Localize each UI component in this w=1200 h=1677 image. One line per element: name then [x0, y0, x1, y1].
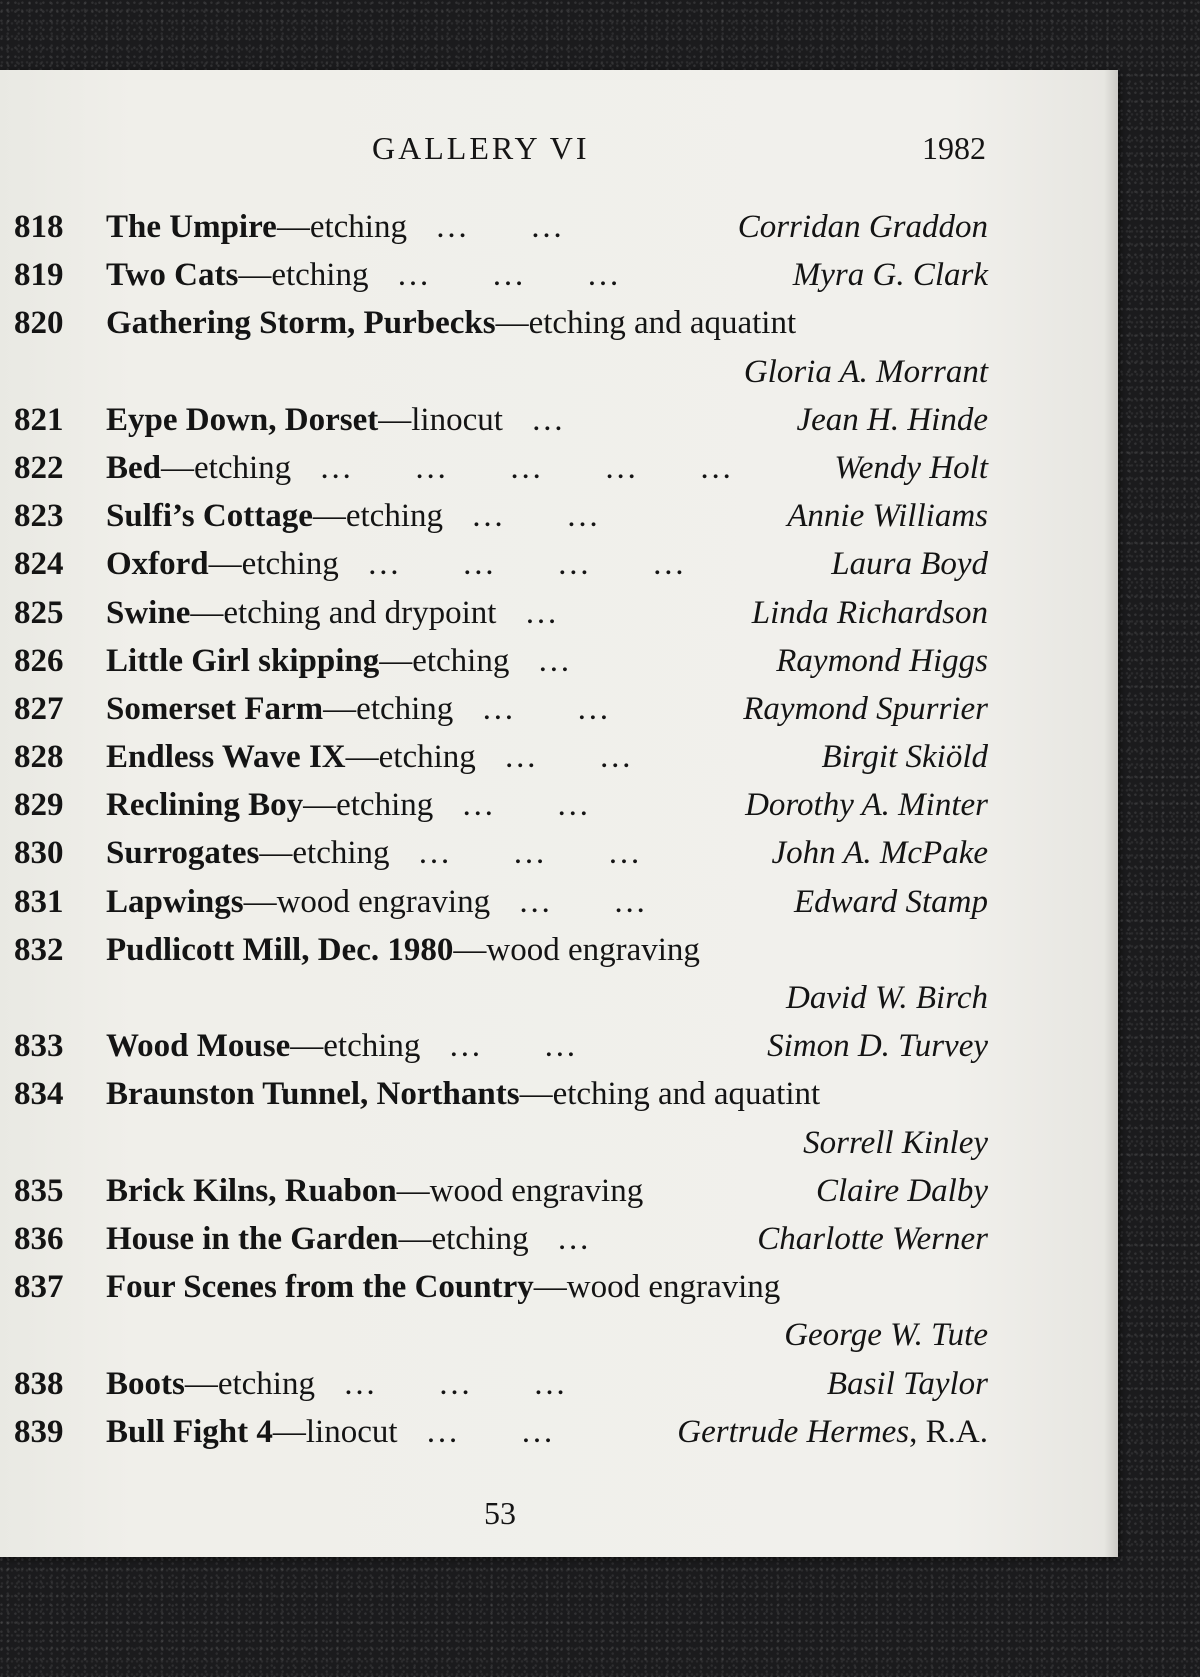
entry-line — [0, 637, 1000, 685]
entry-title: Surrogates — [106, 835, 260, 872]
entry-line — [0, 1167, 1000, 1215]
entry-title: Little Girl skipping — [106, 642, 380, 679]
entry-title-group — [106, 829, 641, 877]
artist-name: Sorrell Kinley — [803, 1124, 988, 1161]
entry-medium: —etching — [379, 642, 510, 679]
artist-name: John A. McPake — [771, 835, 988, 872]
entry-line — [0, 829, 1000, 877]
entry-medium: —etching — [161, 449, 292, 486]
artist-name: Dorothy A. Minter — [745, 787, 988, 824]
artist-name: Corridan Graddon — [737, 209, 988, 245]
entry-medium: —etching — [312, 498, 443, 535]
catalogue-entry — [0, 1070, 1000, 1166]
leader-dots: … — [491, 257, 525, 294]
entry-medium: —wood engraving — [243, 883, 491, 920]
entry-number: 836 — [14, 1220, 64, 1257]
leader-dots: … — [396, 257, 430, 294]
leader-dots: … — [532, 1365, 566, 1402]
entry-title-group — [106, 396, 564, 444]
artist-name: Linda Richardson — [751, 594, 988, 631]
entry-title-group — [106, 1167, 643, 1215]
catalogue-entry — [0, 540, 1000, 588]
entry-line — [0, 1070, 1000, 1118]
artist-group — [803, 1119, 988, 1167]
leader-dots: … — [598, 739, 632, 776]
entry-medium: —etching — [276, 209, 407, 245]
entry-title-group — [106, 637, 570, 685]
catalogue-entry — [0, 733, 1000, 781]
entry-medium: —etching — [208, 546, 339, 583]
entry-line — [0, 396, 1000, 444]
artist-group — [776, 637, 988, 685]
artist-name: Gloria A. Morrant — [743, 353, 988, 390]
artist-group — [816, 1167, 988, 1215]
entry-title: Endless Wave IX — [106, 739, 346, 776]
leader-dots: … — [529, 209, 563, 245]
entry-title-group — [106, 733, 632, 781]
artist-group — [743, 685, 988, 733]
artist-name: Gertrude Hermes — [677, 1413, 910, 1450]
entry-line — [0, 540, 1000, 588]
artist-group — [745, 781, 988, 829]
entry-title: Lapwings — [106, 883, 244, 920]
entry-number: 835 — [14, 1172, 64, 1209]
catalogue-entry — [0, 589, 1000, 637]
artist-group — [784, 1311, 988, 1359]
artist-group — [796, 396, 988, 444]
catalogue-entry — [0, 1408, 1000, 1456]
entry-medium: —etching and drypoint — [190, 594, 497, 631]
artist-name: Jean H. Hinde — [796, 401, 988, 438]
catalogue-entry — [0, 1263, 1000, 1359]
artist-group — [738, 203, 988, 251]
catalogue-entry — [0, 251, 1000, 299]
artist-name: Birgit Skiöld — [821, 739, 988, 776]
entry-title: Four Scenes from the Country — [106, 1269, 534, 1306]
entry-line — [0, 492, 1000, 540]
entry-medium: —etching — [323, 690, 454, 727]
entry-medium: —etching and aquatint — [495, 305, 797, 342]
artist-group — [831, 540, 988, 588]
artist-name: Laura Boyd — [831, 546, 988, 583]
entry-title: Gathering Storm, Purbecks — [106, 305, 496, 342]
leader-dots: … — [512, 835, 546, 872]
entry-number: 833 — [14, 1028, 64, 1065]
leader-dots: … — [461, 787, 495, 824]
catalogue-entries — [0, 203, 1000, 1456]
entry-title-group — [106, 878, 646, 926]
entry-medium: —linocut — [378, 401, 503, 438]
entry-title: Bull Fight 4 — [106, 1413, 273, 1450]
leader-dots: … — [607, 835, 641, 872]
entry-medium: —etching — [303, 787, 434, 824]
entry-line — [0, 444, 1000, 492]
entry-number: 829 — [14, 787, 64, 824]
leader-dots: … — [503, 739, 537, 776]
artist-name: Myra G. Clark — [792, 257, 988, 294]
entry-number: 821 — [14, 401, 64, 438]
entry-medium: —etching — [345, 739, 476, 776]
artist-name: Edward Stamp — [793, 883, 988, 920]
entry-medium: —wood engraving — [396, 1172, 644, 1209]
leader-dots: … — [556, 546, 590, 583]
entry-title: House in the Garden — [106, 1220, 399, 1257]
catalogue-entry — [0, 926, 1000, 1022]
entry-number: 838 — [14, 1365, 64, 1402]
leader-dots: … — [437, 1365, 471, 1402]
artist-name: George W. Tute — [784, 1317, 988, 1354]
catalogue-entry — [0, 444, 1000, 492]
entry-title-group — [106, 492, 599, 540]
leader-dots: … — [319, 449, 353, 486]
entry-title: Bed — [106, 449, 162, 486]
catalogue-entry — [0, 203, 1000, 251]
entry-title: The Umpire — [106, 209, 277, 245]
leader-dots: … — [586, 257, 620, 294]
entry-line — [0, 1408, 1000, 1456]
entry-number: 831 — [14, 883, 64, 920]
leader-dots: … — [524, 594, 558, 631]
entry-line — [0, 251, 1000, 299]
artist-name: Basil Taylor — [826, 1365, 988, 1402]
entry-title: Boots — [106, 1365, 185, 1402]
entry-number: 825 — [14, 594, 64, 631]
artist-suffix: , R.A. — [909, 1413, 988, 1450]
leader-dots: … — [425, 1413, 459, 1450]
leader-dots: … — [461, 546, 495, 583]
entry-title: Brick Kilns, Ruabon — [106, 1172, 397, 1209]
artist-group — [827, 1360, 988, 1408]
entry-title-group — [106, 299, 796, 347]
catalogue-entry — [0, 685, 1000, 733]
artist-group — [757, 1215, 988, 1263]
entry-number: 820 — [14, 305, 64, 342]
artist-group — [794, 878, 988, 926]
entry-line — [0, 1263, 1000, 1311]
leader-dots: … — [509, 449, 543, 486]
entry-number: 818 — [14, 209, 64, 245]
artist-name: Annie Williams — [787, 498, 988, 535]
leader-dots: … — [613, 883, 647, 920]
catalogue-entry — [0, 878, 1000, 926]
entry-medium: —etching — [184, 1365, 315, 1402]
entry-title-group — [106, 203, 563, 251]
catalogue-entry — [0, 637, 1000, 685]
artist-group — [752, 589, 988, 637]
leader-dots: … — [366, 546, 400, 583]
leader-dots: … — [543, 1028, 577, 1065]
leader-dots: … — [576, 690, 610, 727]
entry-medium: —linocut — [272, 1413, 398, 1450]
gallery-title: GALLERY VI — [372, 130, 590, 166]
entry-line — [0, 589, 1000, 637]
leader-dots: … — [518, 883, 552, 920]
entry-medium: —etching — [290, 1028, 421, 1065]
entry-number: 832 — [14, 931, 64, 968]
entry-title: Somerset Farm — [106, 690, 324, 727]
catalogue-year: 1982 — [922, 130, 986, 166]
catalogue-entry — [0, 396, 1000, 444]
catalogue-entry — [0, 781, 1000, 829]
artist-group — [771, 829, 988, 877]
entry-title: Wood Mouse — [106, 1028, 291, 1065]
artist-name: Claire Dalby — [815, 1172, 988, 1209]
entry-title-group — [106, 251, 619, 299]
artist-name: David W. Birch — [786, 980, 988, 1016]
artist-group — [834, 444, 988, 492]
leader-dots: … — [651, 546, 685, 583]
entry-number: 827 — [14, 690, 64, 727]
entry-line — [0, 685, 1000, 733]
entry-number: 837 — [14, 1269, 64, 1306]
entry-title: Reclining Boy — [106, 787, 304, 824]
entry-title: Braunston Tunnel, Northants — [106, 1076, 520, 1113]
artist-name: Wendy Holt — [834, 449, 988, 486]
entry-line — [0, 203, 1000, 251]
leader-dots: … — [434, 209, 468, 245]
entry-title-group — [106, 1215, 590, 1263]
artist-name: Charlotte Werner — [757, 1220, 988, 1257]
entry-continuation-line — [0, 1311, 1000, 1359]
artist-group — [744, 348, 988, 396]
leader-dots: … — [448, 1028, 482, 1065]
catalogue-entry — [0, 299, 1000, 395]
entry-line — [0, 878, 1000, 926]
leader-dots: … — [556, 1220, 590, 1257]
artist-name: Raymond Spurrier — [743, 690, 988, 727]
leader-dots: … — [481, 690, 515, 727]
entry-title-group — [106, 1263, 780, 1311]
entry-number: 819 — [14, 257, 64, 294]
entry-title-group — [106, 1360, 566, 1408]
artist-name: Simon D. Turvey — [767, 1028, 988, 1065]
entry-continuation-line — [0, 348, 1000, 396]
entry-medium: —etching and aquatint — [519, 1076, 821, 1113]
entry-title-group — [106, 444, 732, 492]
entry-medium: —wood engraving — [533, 1269, 781, 1306]
entry-medium: —etching — [238, 257, 369, 294]
entry-line — [0, 1022, 1000, 1070]
entry-title: Eype Down, Dorset — [106, 401, 379, 438]
leader-dots: … — [604, 449, 638, 486]
entry-title-group — [106, 926, 700, 974]
leader-dots: … — [342, 1365, 376, 1402]
entry-number: 824 — [14, 546, 64, 583]
entry-number: 834 — [14, 1076, 64, 1113]
artist-name: Raymond Higgs — [776, 642, 988, 679]
entry-continuation-line — [0, 1119, 1000, 1167]
leader-dots: … — [556, 787, 590, 824]
entry-line — [0, 733, 1000, 781]
entry-number: 823 — [14, 498, 64, 535]
catalogue-entry — [0, 1022, 1000, 1070]
leader-dots: … — [520, 1413, 554, 1450]
entry-continuation-line — [0, 974, 1000, 1022]
catalogue-entry — [0, 492, 1000, 540]
entry-number: 839 — [14, 1413, 64, 1450]
entry-title: Pudlicott Mill, Dec. 1980 — [106, 931, 454, 968]
leader-dots: … — [414, 449, 448, 486]
entry-medium: —etching — [259, 835, 390, 872]
entry-medium: —etching — [398, 1220, 529, 1257]
entry-number: 826 — [14, 642, 64, 679]
entry-title: Two Cats — [106, 257, 239, 294]
entry-title-group — [106, 540, 685, 588]
leader-dots: … — [566, 498, 599, 535]
leader-dots: … — [699, 449, 733, 486]
artist-group — [677, 1408, 988, 1456]
entry-title: Oxford — [106, 546, 209, 583]
catalogue-entry — [0, 1215, 1000, 1263]
entry-line — [0, 1360, 1000, 1408]
entry-title-group — [106, 781, 589, 829]
entry-number: 822 — [14, 449, 64, 486]
page-number: 53 — [484, 1495, 516, 1531]
leader-dots: … — [530, 401, 564, 438]
artist-group — [786, 974, 988, 1022]
catalogue-entry — [0, 1360, 1000, 1408]
entry-medium: —wood engraving — [453, 931, 700, 968]
entry-title-group — [106, 1070, 820, 1118]
entry-number: 828 — [14, 739, 64, 776]
entry-title: Swine — [106, 594, 191, 631]
artist-group — [793, 251, 988, 299]
entry-title-group — [106, 685, 609, 733]
entry-line — [0, 926, 1000, 974]
leader-dots: … — [537, 642, 571, 679]
leader-dots: … — [417, 835, 451, 872]
entry-number: 830 — [14, 835, 64, 872]
artist-group — [787, 492, 988, 540]
entry-title: Sulfi’s Cottage — [106, 498, 313, 535]
entry-line — [0, 781, 1000, 829]
entry-line — [0, 1215, 1000, 1263]
leader-dots: … — [471, 498, 504, 535]
artist-group — [821, 733, 988, 781]
artist-group — [767, 1022, 988, 1070]
entry-title-group — [106, 1022, 576, 1070]
entry-line — [0, 299, 1000, 347]
running-head — [0, 130, 1118, 180]
entry-title-group — [106, 1408, 554, 1456]
catalogue-page — [0, 70, 1118, 1557]
entry-title-group — [106, 589, 557, 637]
catalogue-entry — [0, 1167, 1000, 1215]
catalogue-entry — [0, 829, 1000, 877]
